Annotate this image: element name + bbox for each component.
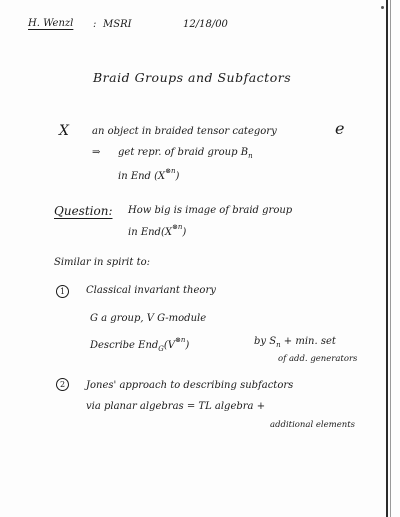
point2-line3: additional elements	[270, 420, 356, 430]
question-line1: How big is image of braid group	[128, 205, 293, 216]
point1-number-circle: 1	[56, 285, 69, 298]
question-label: Question:	[54, 204, 113, 218]
item1-text: an object in braided tensor category	[92, 126, 277, 137]
point2-number-circle: 2	[56, 378, 69, 391]
point1-describe: Describe $End_G(V^{\otimes n})$	[90, 336, 190, 353]
similar-in-spirit-text: Similar in spirit to:	[54, 257, 150, 268]
header-date: 12/18/00	[183, 19, 228, 30]
scan-speck	[381, 6, 384, 9]
page-edge-shadow	[386, 0, 388, 517]
implies-arrow: ⇒	[92, 147, 101, 158]
point1-group-line: G a group, V G-module	[90, 313, 207, 324]
point1-by-sn: by $S_n + \min$. set	[254, 336, 336, 349]
point1-heading: Classical invariant theory	[86, 285, 216, 296]
header-author: H. Wenzl	[28, 18, 74, 29]
point2-line1: Jones' approach to describing subfactors	[86, 380, 294, 391]
header-separator: :	[93, 19, 97, 30]
page-edge-shadow-fade	[390, 0, 391, 517]
category-symbol: e	[335, 119, 345, 138]
item2-line2: in End $(X^{\otimes n})$	[118, 167, 180, 182]
question-line2: in $End(X^{\otimes n})$	[128, 223, 187, 238]
point2-line2: via planar algebras = TL algebra +	[86, 401, 266, 412]
item2-line1: get repr. of braid group $B_n$	[118, 147, 253, 160]
object-x-symbol: X	[59, 123, 69, 139]
point1-additional-generators: of add. generators	[278, 354, 358, 364]
header-institute: MSRI	[103, 19, 132, 30]
page-title: Braid Groups and Subfactors	[93, 70, 292, 85]
